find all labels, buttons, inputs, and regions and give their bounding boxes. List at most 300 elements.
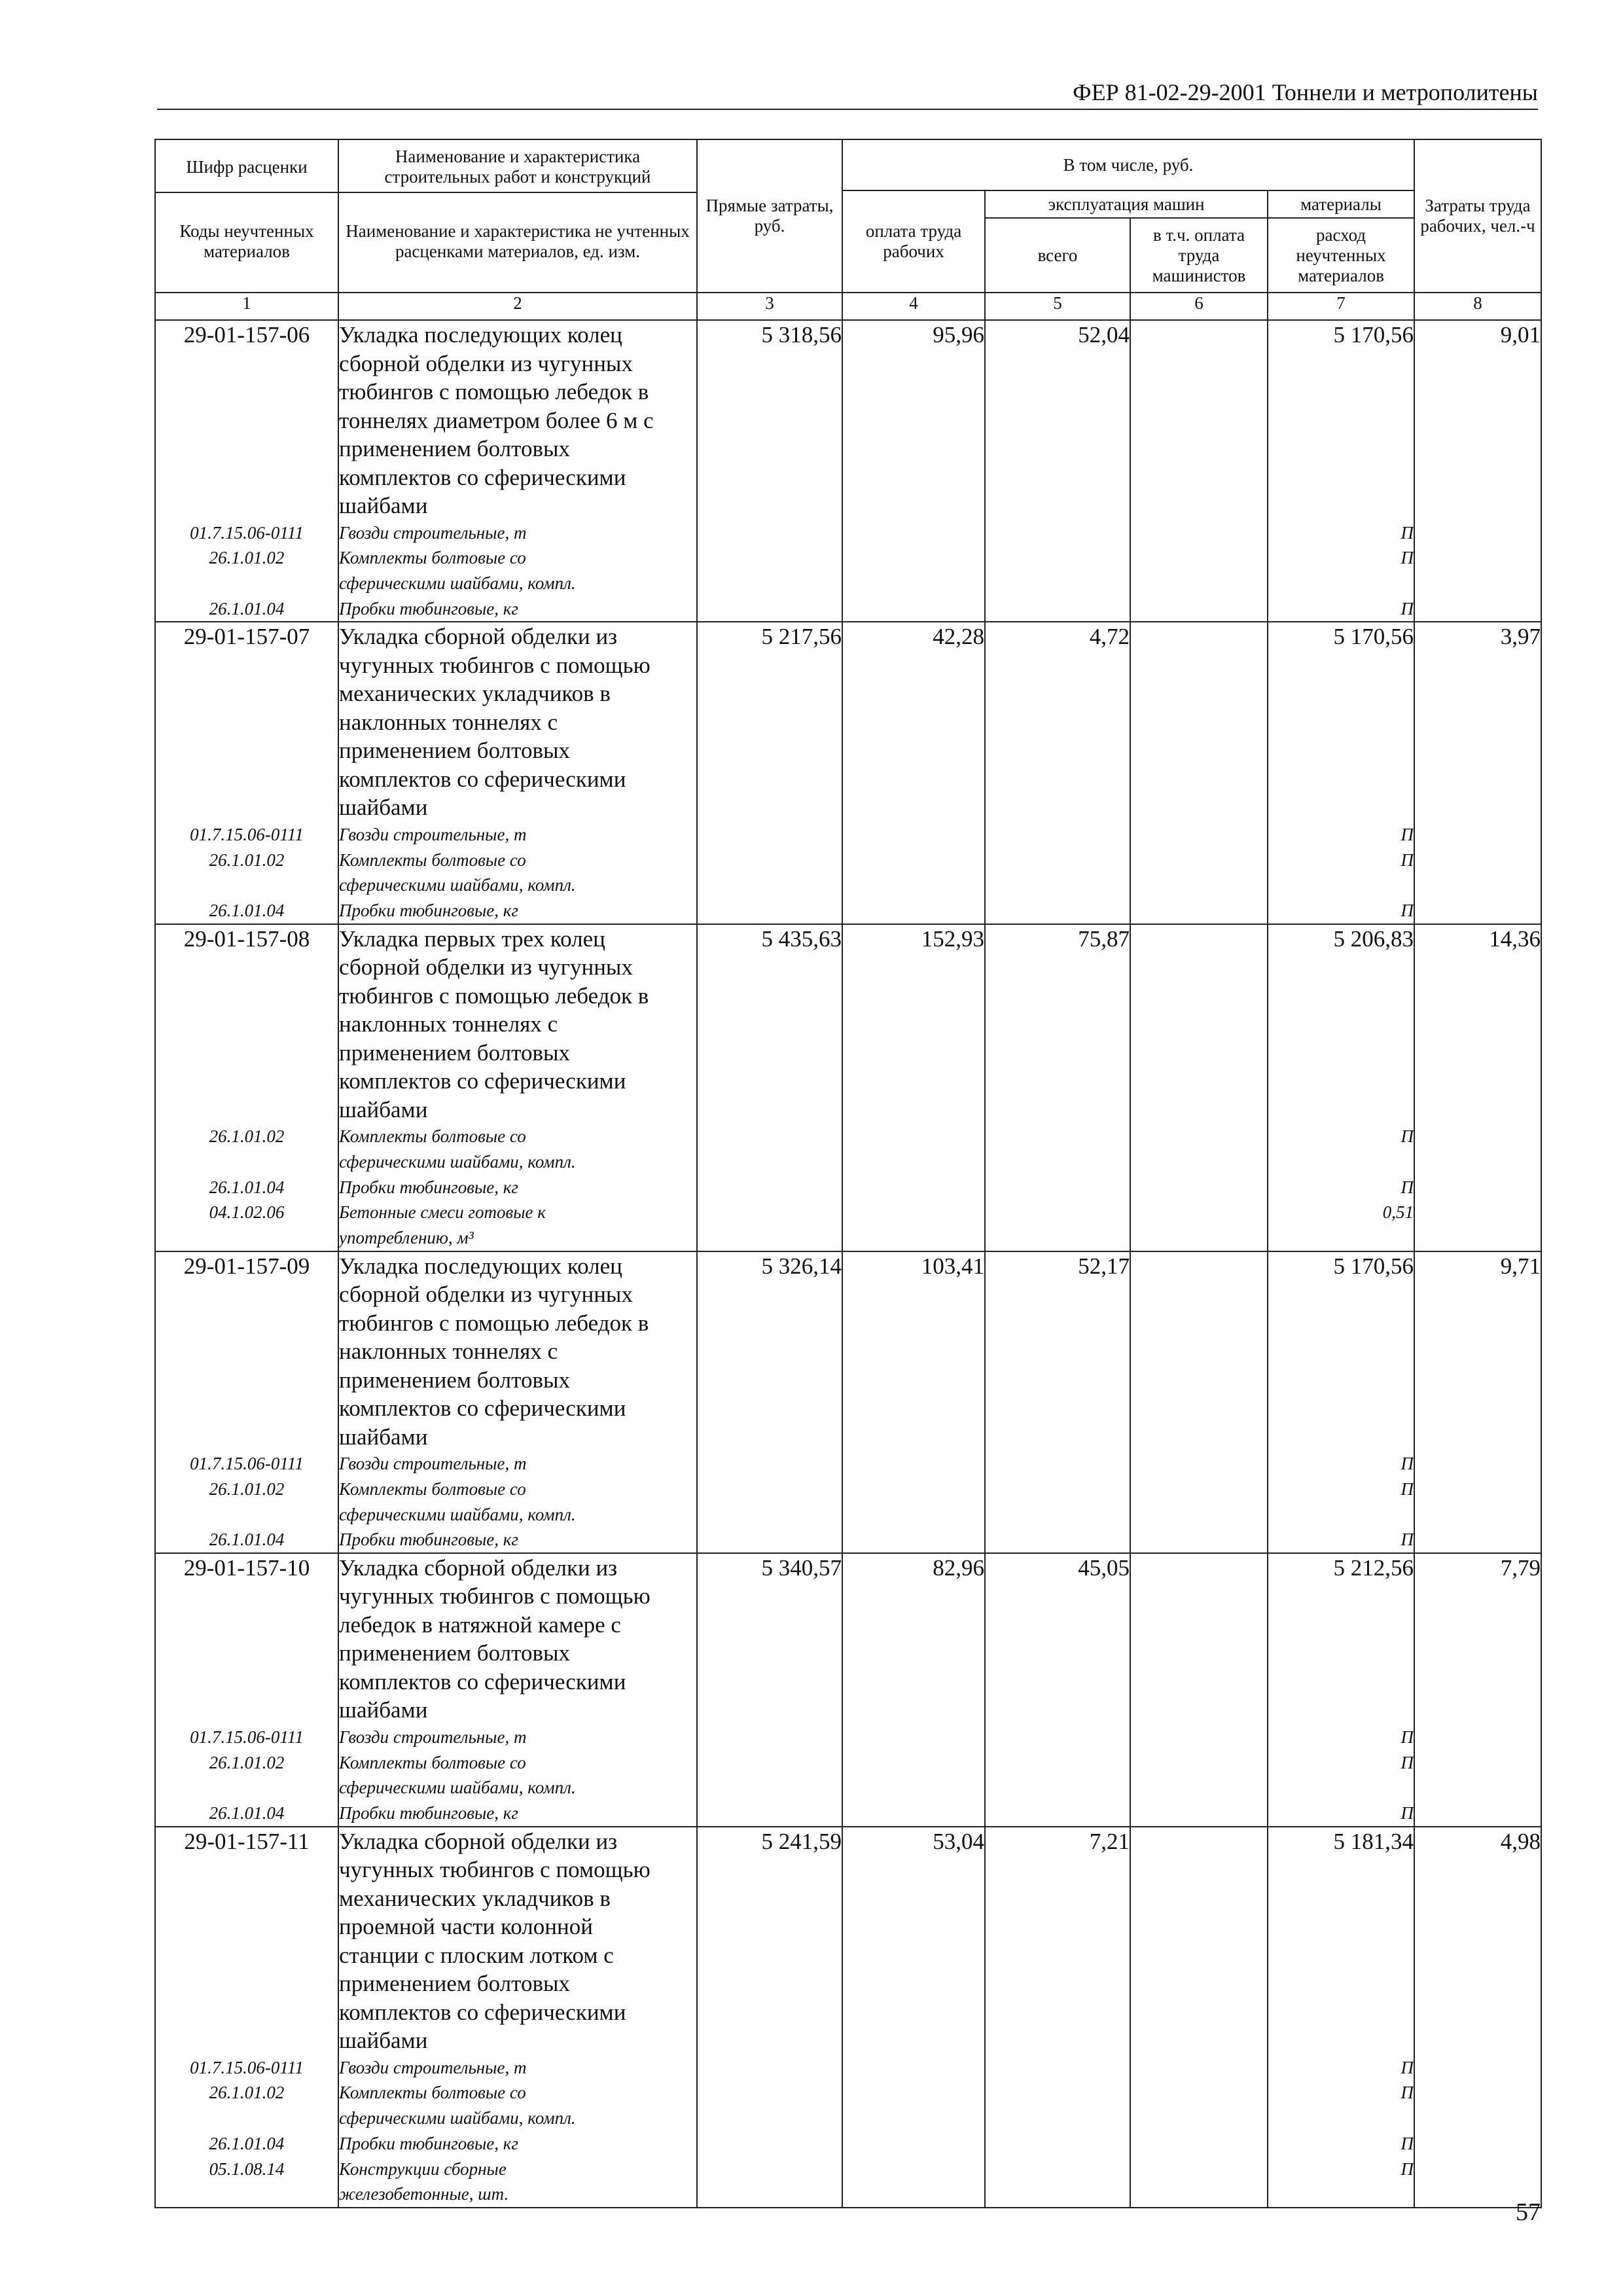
spacer [156, 492, 338, 520]
header-code [155, 139, 338, 293]
rate-row [155, 1553, 1541, 1827]
work-name-line: сборной обделки из чугунных [339, 350, 633, 376]
header-machines: эксплуатация машин [985, 190, 1268, 218]
spacer [1268, 736, 1414, 765]
material-value-holder [1268, 1725, 1414, 1750]
spacer [1268, 1856, 1414, 1884]
material-name-line: употреблению, м³ [339, 1227, 474, 1247]
spacer [1268, 1039, 1414, 1067]
labor-pay-cell [842, 320, 985, 622]
material-name-line: Пробки тюбинговые, кг [339, 598, 518, 619]
materials-cell [1268, 622, 1414, 924]
spacer [1268, 1067, 1414, 1096]
material-value-holder [1268, 1175, 1414, 1200]
rate-row [155, 924, 1541, 1251]
spacer [156, 2026, 338, 2055]
rate-name-cell [338, 924, 697, 1251]
spacer [1268, 708, 1414, 737]
material-name-line: сферическими шайбами, компл. [339, 573, 576, 593]
material-name-line: сферическими шайбами, компл. [339, 1778, 576, 1798]
spacer [1268, 350, 1414, 378]
spacer [156, 1039, 338, 1067]
rate-name-cell [338, 1827, 697, 2208]
material-name-line: Пробки тюбинговые, кг [339, 1530, 518, 1550]
material-value: П [1400, 2057, 1414, 2077]
spacer [1268, 492, 1414, 520]
material-value: П [1400, 1530, 1414, 1550]
material-value-holder [1268, 2157, 1414, 2207]
rate-code: 29-01-157-11 [184, 1828, 310, 1854]
materials: 5 170,56 [1333, 1253, 1414, 1279]
work-name-line: комплектов со сферическими [339, 1668, 626, 1695]
material-value: П [1400, 1727, 1414, 1747]
material-name-line: Гвозди строительные, т [339, 522, 527, 543]
spacer [156, 1149, 338, 1175]
material-code: 26.1.01.02 [209, 1752, 285, 1772]
spacer [156, 1423, 338, 1452]
spacer [156, 435, 338, 463]
labor-pay-cell [842, 1553, 985, 1827]
labor-hours: 9,71 [1500, 1253, 1541, 1279]
labor-pay: 42,28 [933, 624, 984, 650]
material-value: П [1400, 2159, 1414, 2179]
work-name-line: станции с плоским лотком с [339, 1942, 614, 1968]
spacer [1268, 2181, 1414, 2207]
machines-total: 45,05 [1078, 1554, 1130, 1581]
work-name-line: шайбами [339, 2028, 428, 2054]
work-name-line: сборной обделки из чугунных [339, 1282, 633, 1308]
spacer [1268, 1423, 1414, 1452]
labor-pay: 53,04 [933, 1828, 984, 1854]
labor-pay: 82,96 [933, 1554, 984, 1581]
labor-hours: 9,01 [1500, 322, 1541, 348]
spacer [156, 1941, 338, 1970]
labor-hours-cell [1414, 924, 1541, 1251]
spacer [156, 1611, 338, 1640]
work-name-line: тоннелях диаметром более 6 м с [339, 407, 654, 433]
header-machinists-pay: в т.ч. оплата труда машинистов [1130, 218, 1268, 293]
material-name-line: Пробки тюбинговые, кг [339, 900, 518, 920]
spacer [156, 736, 338, 765]
spacer [1268, 1582, 1414, 1611]
materials: 5 170,56 [1333, 624, 1414, 650]
rate-code-cell [155, 924, 338, 1251]
spacer [1268, 1096, 1414, 1124]
work-name-line: применением болтовых [339, 738, 570, 764]
material-value-holder [1268, 2131, 1414, 2157]
material-value: П [1400, 1752, 1414, 1772]
rate-row [155, 320, 1541, 622]
spacer [1268, 1969, 1414, 1998]
rate-code: 29-01-157-10 [183, 1554, 310, 1581]
machines-total-cell [985, 622, 1130, 924]
column-number: 8 [1414, 293, 1541, 320]
work-name-line: Укладка последующих колец [339, 1253, 622, 1279]
work-name-line: Укладка последующих колец [339, 322, 622, 348]
work-name-line: применением болтовых [339, 1640, 570, 1666]
machines-total: 52,17 [1078, 1253, 1130, 1279]
rate-name-cell [338, 320, 697, 622]
material-code: 26.1.01.02 [209, 1479, 285, 1499]
material-value-holder [1268, 1124, 1414, 1174]
rate-code-cell [155, 1827, 338, 2208]
spacer [156, 350, 338, 378]
direct-costs-cell [697, 320, 842, 622]
work-name-line: шайбами [339, 1424, 428, 1450]
direct-costs-cell [697, 1827, 842, 2208]
material-value: П [1400, 522, 1414, 543]
spacer [156, 1582, 338, 1611]
header-direct-costs: Прямые затраты, руб. [697, 139, 842, 293]
material-name-line: Комплекты болтовые со [339, 850, 526, 870]
spacer [156, 1856, 338, 1884]
rate-code-cell [155, 622, 338, 924]
spacer [156, 1668, 338, 1696]
materials: 5 170,56 [1333, 322, 1414, 348]
spacer [156, 1309, 338, 1338]
spacer [1268, 1337, 1414, 1366]
header-machines-total: всего [985, 218, 1130, 293]
material-code: 26.1.01.04 [209, 1803, 285, 1823]
direct-costs-cell [697, 924, 842, 1251]
rates-table [154, 139, 1542, 2208]
material-value-holder [1268, 2080, 1414, 2130]
material-value: П [1400, 548, 1414, 568]
header-material-codes: Коды неучтенных материалов [179, 221, 314, 261]
material-value-holder [1268, 1801, 1414, 1826]
machinists-pay-cell [1130, 924, 1268, 1251]
material-value: П [1400, 2083, 1414, 2103]
material-value: П [1400, 1454, 1414, 1474]
material-name-line: сферическими шайбами, компл. [339, 875, 576, 895]
direct-costs-cell [697, 1553, 842, 1827]
machines-total-cell [985, 924, 1130, 1251]
spacer [1268, 406, 1414, 435]
direct-costs-cell [697, 622, 842, 924]
spacer [1268, 872, 1414, 898]
material-value: П [1400, 850, 1414, 870]
rate-code: 29-01-157-08 [183, 925, 310, 952]
spacer [1268, 1884, 1414, 1913]
spacer [156, 378, 338, 406]
material-value: П [1400, 1177, 1414, 1197]
machines-total: 7,21 [1089, 1828, 1130, 1854]
spacer [1268, 463, 1414, 492]
material-value: П [1400, 1479, 1414, 1499]
machines-total-cell [985, 1553, 1130, 1827]
header-including: В том числе, руб. [842, 139, 1414, 190]
work-name-line: Укладка сборной обделки из [339, 624, 618, 650]
labor-hours-cell [1414, 1553, 1541, 1827]
labor-hours: 7,79 [1500, 1554, 1541, 1581]
column-number: 4 [842, 293, 985, 320]
work-name-line: наклонных тоннелях с [339, 709, 558, 735]
spacer [156, 1775, 338, 1801]
spacer [1268, 793, 1414, 822]
spacer [1268, 1010, 1414, 1039]
materials-cell [1268, 1827, 1414, 2208]
material-code: 26.1.01.04 [209, 1177, 285, 1197]
work-name-line: Укладка сборной обделки из [339, 1828, 618, 1854]
spacer [156, 651, 338, 680]
material-name-line: Пробки тюбинговые, кг [339, 1177, 518, 1197]
labor-hours: 3,97 [1500, 624, 1541, 650]
labor-hours: 14,36 [1489, 925, 1541, 952]
spacer [156, 1366, 338, 1395]
spacer [1268, 1611, 1414, 1640]
work-name-line: наклонных тоннелях с [339, 1338, 558, 1365]
work-name-line: шайбами [339, 1096, 428, 1122]
spacer [1268, 982, 1414, 1011]
header-materials: материалы [1268, 190, 1414, 218]
work-name-line: комплектов со сферическими [339, 1068, 626, 1094]
work-name-line: Укладка сборной обделки из [339, 1554, 618, 1581]
header-material-name: Наименование и характеристика не учтенных расценками материалов, ед. изм. [346, 221, 690, 261]
labor-pay: 103,41 [921, 1253, 984, 1279]
work-name-line: тюбингов с помощью лебедок в [339, 379, 649, 404]
direct-costs: 5 435,63 [761, 925, 842, 952]
spacer [1268, 1775, 1414, 1801]
header-name [338, 139, 697, 293]
spacer [156, 1912, 338, 1941]
materials: 5 181,34 [1333, 1828, 1414, 1854]
column-numbers-row [155, 293, 1541, 320]
material-value-holder [1268, 2055, 1414, 2081]
spacer [1268, 1912, 1414, 1941]
direct-costs: 5 340,57 [761, 1554, 842, 1581]
material-code: 26.1.01.02 [209, 1126, 285, 1147]
spacer [156, 1010, 338, 1039]
rate-row [155, 1827, 1541, 2208]
labor-hours-cell [1414, 1251, 1541, 1553]
spacer [1268, 378, 1414, 406]
work-name-line: чугунных тюбингов с помощью [339, 1583, 651, 1609]
direct-costs: 5 326,14 [761, 1253, 842, 1279]
material-code: 26.1.01.04 [209, 900, 285, 920]
document-title: ФЕР 81-02-29-2001 Тоннели и метрополитены [1073, 79, 1538, 105]
direct-costs: 5 318,56 [761, 322, 842, 348]
material-code: 01.7.15.06-0111 [190, 522, 304, 543]
material-name-line: Пробки тюбинговые, кг [339, 2133, 518, 2153]
material-value: П [1400, 900, 1414, 920]
machinists-pay-cell [1130, 622, 1268, 924]
material-value-holder [1268, 822, 1414, 848]
spacer [156, 982, 338, 1011]
work-name-line: наклонных тоннелях с [339, 1011, 558, 1037]
material-name-line: Комплекты болтовые со [339, 1126, 526, 1147]
rate-code-cell [155, 320, 338, 622]
material-value-holder [1268, 848, 1414, 898]
materials: 5 212,56 [1333, 1554, 1414, 1581]
material-name-line: Комплекты болтовые со [339, 1752, 526, 1772]
material-value: П [1400, 824, 1414, 844]
machines-total-cell [985, 320, 1130, 622]
spacer [156, 793, 338, 822]
spacer [1268, 953, 1414, 982]
material-value-holder [1268, 1451, 1414, 1477]
spacer [156, 1969, 338, 1998]
material-name-line: сферическими шайбами, компл. [339, 2108, 576, 2128]
spacer [156, 1639, 338, 1668]
spacer [156, 1096, 338, 1124]
direct-costs-cell [697, 1251, 842, 1553]
spacer [1268, 1941, 1414, 1970]
rate-name-cell [338, 1553, 697, 1827]
spacer [156, 708, 338, 737]
work-name-line: Укладка первых трех колец [339, 925, 605, 952]
work-name-line: шайбами [339, 493, 428, 518]
spacer [1268, 2026, 1414, 2055]
material-value-holder [1268, 898, 1414, 924]
material-code: 04.1.02.06 [209, 1202, 285, 1223]
material-name-line: Гвозди строительные, т [339, 2057, 527, 2077]
material-code: 01.7.15.06-0111 [190, 824, 304, 844]
material-code: 01.7.15.06-0111 [190, 1727, 304, 1747]
work-name-line: сборной обделки из чугунных [339, 954, 633, 980]
labor-hours-cell [1414, 320, 1541, 622]
material-code: 26.1.01.02 [209, 2083, 285, 2103]
rate-code-cell [155, 1251, 338, 1553]
spacer [156, 1696, 338, 1725]
work-name-line: комплектов со сферическими [339, 1395, 626, 1422]
spacer [1268, 2106, 1414, 2131]
material-code: 26.1.01.02 [209, 548, 285, 568]
spacer [156, 1337, 338, 1366]
work-name-line: применением болтовых [339, 436, 570, 461]
spacer [156, 765, 338, 794]
column-number: 5 [985, 293, 1130, 320]
machines-total-cell [985, 1827, 1130, 2208]
spacer [1268, 1639, 1414, 1668]
machinists-pay-cell [1130, 1553, 1268, 1827]
labor-hours-cell [1414, 1827, 1541, 2208]
material-value-holder [1268, 520, 1414, 546]
column-number: 1 [155, 293, 338, 320]
header-rate-code: Шифр расценки [156, 142, 338, 193]
material-name-line: сферическими шайбами, компл. [339, 1151, 576, 1172]
spacer [156, 2106, 338, 2131]
material-name-line: Гвозди строительные, т [339, 1454, 527, 1474]
spacer [1268, 679, 1414, 708]
work-name-line: комплектов со сферическими [339, 464, 626, 490]
machinists-pay-cell [1130, 1827, 1268, 2208]
column-number: 6 [1130, 293, 1268, 320]
material-code: 05.1.08.14 [209, 2159, 285, 2179]
spacer [1268, 1149, 1414, 1175]
labor-hours-cell [1414, 622, 1541, 924]
work-name-line: проемной части колонной [339, 1914, 593, 1940]
labor-pay-cell [842, 622, 985, 924]
material-value-holder [1268, 545, 1414, 596]
spacer [1268, 1998, 1414, 2027]
labor-pay: 152,93 [921, 925, 984, 952]
work-name-line: лебедок в натяжной камере с [339, 1611, 621, 1638]
rate-name-cell [338, 622, 697, 924]
work-name-line: тюбингов с помощью лебедок в [339, 982, 649, 1009]
spacer [1268, 765, 1414, 794]
spacer [1268, 1502, 1414, 1528]
materials: 5 206,83 [1333, 925, 1414, 952]
spacer [156, 1280, 338, 1309]
work-name-line: чугунных тюбингов с помощью [339, 1857, 651, 1883]
spacer [1268, 651, 1414, 680]
material-code: 26.1.01.04 [209, 1530, 285, 1550]
spacer [156, 872, 338, 898]
page-number: 57 [1516, 2198, 1541, 2226]
page-header [157, 73, 1538, 110]
header-labor-costs: Затраты труда рабочих, чел.-ч [1414, 139, 1541, 293]
labor-pay-cell [842, 1251, 985, 1553]
spacer [1268, 1366, 1414, 1395]
material-value-holder [1268, 596, 1414, 622]
work-name-line: чугунных тюбингов с помощью [339, 652, 651, 678]
spacer [156, 1394, 338, 1423]
work-name-line: механических укладчиков в [339, 1885, 611, 1911]
material-value: 0,51 [1382, 1202, 1414, 1223]
work-name-line: комплектов со сферическими [339, 1999, 626, 2025]
materials-cell [1268, 1251, 1414, 1553]
material-name-line: Бетонные смеси готовые к [339, 1202, 546, 1223]
machines-total: 75,87 [1078, 925, 1130, 952]
material-value-holder [1268, 1527, 1414, 1552]
material-value: П [1400, 2133, 1414, 2153]
machines-total-cell [985, 1251, 1130, 1553]
spacer [156, 2181, 338, 2207]
spacer [156, 1502, 338, 1528]
spacer [156, 1225, 338, 1251]
material-name-line: Комплекты болтовые со [339, 2083, 526, 2103]
rate-name-cell [338, 1251, 697, 1553]
spacer [156, 1998, 338, 2027]
materials-cell [1268, 1553, 1414, 1827]
spacer [156, 679, 338, 708]
materials-cell [1268, 924, 1414, 1251]
work-name-line: тюбингов с помощью лебедок в [339, 1310, 649, 1336]
material-value-holder [1268, 1200, 1414, 1250]
spacer [1268, 1225, 1414, 1251]
spacer [156, 406, 338, 435]
work-name-line: применением болтовых [339, 1971, 570, 1997]
material-value-holder [1268, 1750, 1414, 1801]
labor-pay-cell [842, 1827, 985, 2208]
material-name-line: Комплекты болтовые со [339, 548, 526, 568]
work-name-line: механических укладчиков в [339, 681, 611, 707]
spacer [1268, 1696, 1414, 1725]
rate-row [155, 622, 1541, 924]
work-name-line: шайбами [339, 795, 428, 821]
machines-total: 52,04 [1078, 322, 1130, 348]
material-name-line: Гвозди строительные, т [339, 824, 527, 844]
material-name-line: Пробки тюбинговые, кг [339, 1803, 518, 1823]
spacer [156, 571, 338, 596]
material-code: 01.7.15.06-0111 [190, 1454, 304, 1474]
spacer [156, 1067, 338, 1096]
spacer [1268, 1280, 1414, 1309]
materials-cell [1268, 320, 1414, 622]
spacer [1268, 1309, 1414, 1338]
rate-row [155, 1251, 1541, 1553]
work-name-line: применением болтовых [339, 1367, 570, 1393]
machinists-pay-cell [1130, 320, 1268, 622]
machinists-pay-cell [1130, 1251, 1268, 1553]
material-name-line: Гвозди строительные, т [339, 1727, 527, 1747]
material-code: 26.1.01.04 [209, 598, 285, 619]
header-materials-unaccounted: расход неучтенных материалов [1268, 218, 1414, 293]
material-value: П [1400, 598, 1414, 619]
column-number: 3 [697, 293, 842, 320]
rate-code: 29-01-157-09 [183, 1253, 310, 1279]
column-number: 2 [338, 293, 697, 320]
